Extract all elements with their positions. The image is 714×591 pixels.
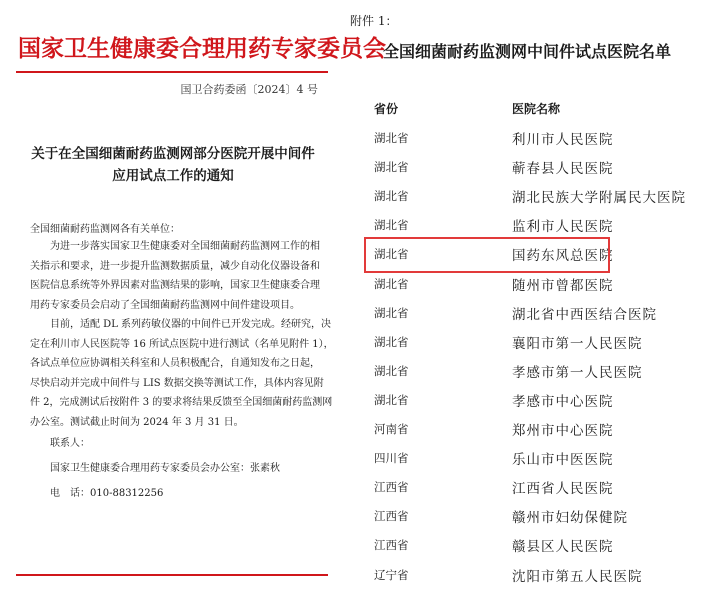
- province-cell: 湖北省: [374, 276, 409, 291]
- table-row: [340, 502, 714, 531]
- table-row: [340, 386, 714, 415]
- province-cell: 湖北省: [374, 160, 409, 175]
- notice-title-line-1: 关于在全国细菌耐药监测网部分医院开展中间件: [31, 146, 315, 162]
- notice-title-line-2: 应用试点工作的通知: [112, 168, 234, 184]
- hospital-cell: 郑州市中心医院: [512, 423, 614, 439]
- province-cell: 湖北省: [374, 363, 409, 378]
- hospital-cell: 赣县区人民医院: [512, 539, 614, 556]
- table-row: [340, 211, 714, 240]
- province-cell: 湖北省: [374, 392, 409, 407]
- table-row: [340, 182, 714, 211]
- hospital-cell: 利川市人民医院: [512, 132, 614, 148]
- table-row: [340, 153, 714, 182]
- hospital-cell: 湖北民族大学附属民大医院: [512, 190, 686, 207]
- hospital-cell: 乐山市中医医院: [512, 452, 614, 469]
- contact-person: 国家卫生健康委合理用药专家委员会办公室：张素秋: [30, 463, 280, 474]
- table-row: [340, 531, 714, 560]
- column-header-province: 省份: [374, 102, 399, 116]
- body-line: 为进一步落实国家卫生健康委对全国细菌耐药监测网工作的相: [30, 241, 320, 252]
- notice-title: [20, 143, 326, 187]
- body-line: 定在利川市人民医院等 16 所试点医院中进行测试（名单见附件 1），: [30, 338, 334, 350]
- province-cell: 湖北省: [374, 189, 409, 204]
- contact-phone: 电 话：010-88312256: [30, 488, 164, 499]
- province-cell: 湖北省: [374, 334, 409, 349]
- document-number: 国卫合药委函〔2024〕4 号: [180, 83, 318, 96]
- hospital-cell: 孝感市中心医院: [512, 393, 614, 410]
- attachment-label: 附件 1：: [350, 14, 398, 28]
- hospital-cell: 随州市曾都医院: [512, 277, 614, 294]
- body-line: 目前，适配 DL 系列药敏仪器的中间件已开发完成。经研究，决: [30, 319, 332, 330]
- table-row: [340, 561, 714, 590]
- header-red-rule: [16, 71, 328, 73]
- table-row: [340, 299, 714, 328]
- hospital-cell: 蕲春县人民医院: [512, 161, 614, 178]
- province-cell: 湖北省: [374, 131, 409, 145]
- highlight-box: [364, 237, 610, 273]
- contact-label: 联系人：: [30, 438, 90, 449]
- body-line: 用药专家委员会启动了全国细菌耐药监测网中间件建设项目。: [30, 299, 300, 311]
- table-row: [340, 415, 714, 444]
- province-cell: 江西省: [374, 509, 409, 524]
- attachment-page: [340, 0, 714, 591]
- column-header-hospital: 医院名称: [512, 102, 561, 116]
- issuer-header: 国家卫生健康委合理用药专家委员会: [18, 35, 386, 62]
- province-cell: 湖北省: [374, 247, 409, 262]
- hospital-cell: 赣州市妇幼保健院: [512, 510, 628, 527]
- salutation: 全国细菌耐药监测网各有关单位：: [30, 224, 180, 235]
- footer-red-rule: [16, 574, 328, 576]
- province-cell: 湖北省: [374, 305, 409, 320]
- hospital-cell: 江西省人民医院: [512, 481, 614, 498]
- province-cell: 河南省: [374, 422, 409, 436]
- hospital-list-title: 全国细菌耐药监测网中间件试点医院名单: [382, 42, 671, 61]
- province-cell: 辽宁省: [374, 567, 409, 582]
- body-line: 各试点单位应协调相关科室和人员积极配合，自通知发布之日起，: [30, 358, 320, 369]
- province-cell: 江西省: [374, 538, 409, 553]
- hospital-cell: 国药东风总医院: [512, 248, 614, 265]
- table-row: [340, 473, 714, 502]
- province-cell: 湖北省: [374, 218, 409, 233]
- hospital-cell: 孝感市第一人民医院: [512, 364, 643, 381]
- province-cell: 四川省: [374, 451, 409, 466]
- table-row: [340, 328, 714, 357]
- notice-body: [30, 237, 334, 432]
- table-row: [340, 357, 714, 386]
- hospital-cell: 监利市人民医院: [512, 219, 614, 236]
- body-line: 关指示和要求，进一步提升监测数据质量，减少自动化仪器设备和: [30, 260, 320, 272]
- body-line: 办公室。测试截止时间为 2024 年 3 月 31 日。: [30, 416, 244, 428]
- body-line: 件 2，完成测试后按附件 3 的要求将结果反馈至全国细菌耐药监测网: [30, 397, 333, 408]
- table-row: [340, 124, 714, 153]
- hospital-cell: 湖北省中西医结合医院: [512, 306, 657, 323]
- body-line: 尽快启动并完成中间件与 LIS 数据交换等测试工作，具体内容见附: [30, 377, 324, 389]
- province-cell: 江西省: [374, 480, 409, 495]
- hospital-cell: 沈阳市第五人民医院: [512, 568, 643, 585]
- body-line: 医院信息系统等外界因素对监测结果的影响，国家卫生健康委合理: [30, 280, 320, 291]
- table-row: [340, 444, 714, 473]
- hospital-cell: 襄阳市第一人民医院: [512, 335, 643, 352]
- table-row: [340, 270, 714, 299]
